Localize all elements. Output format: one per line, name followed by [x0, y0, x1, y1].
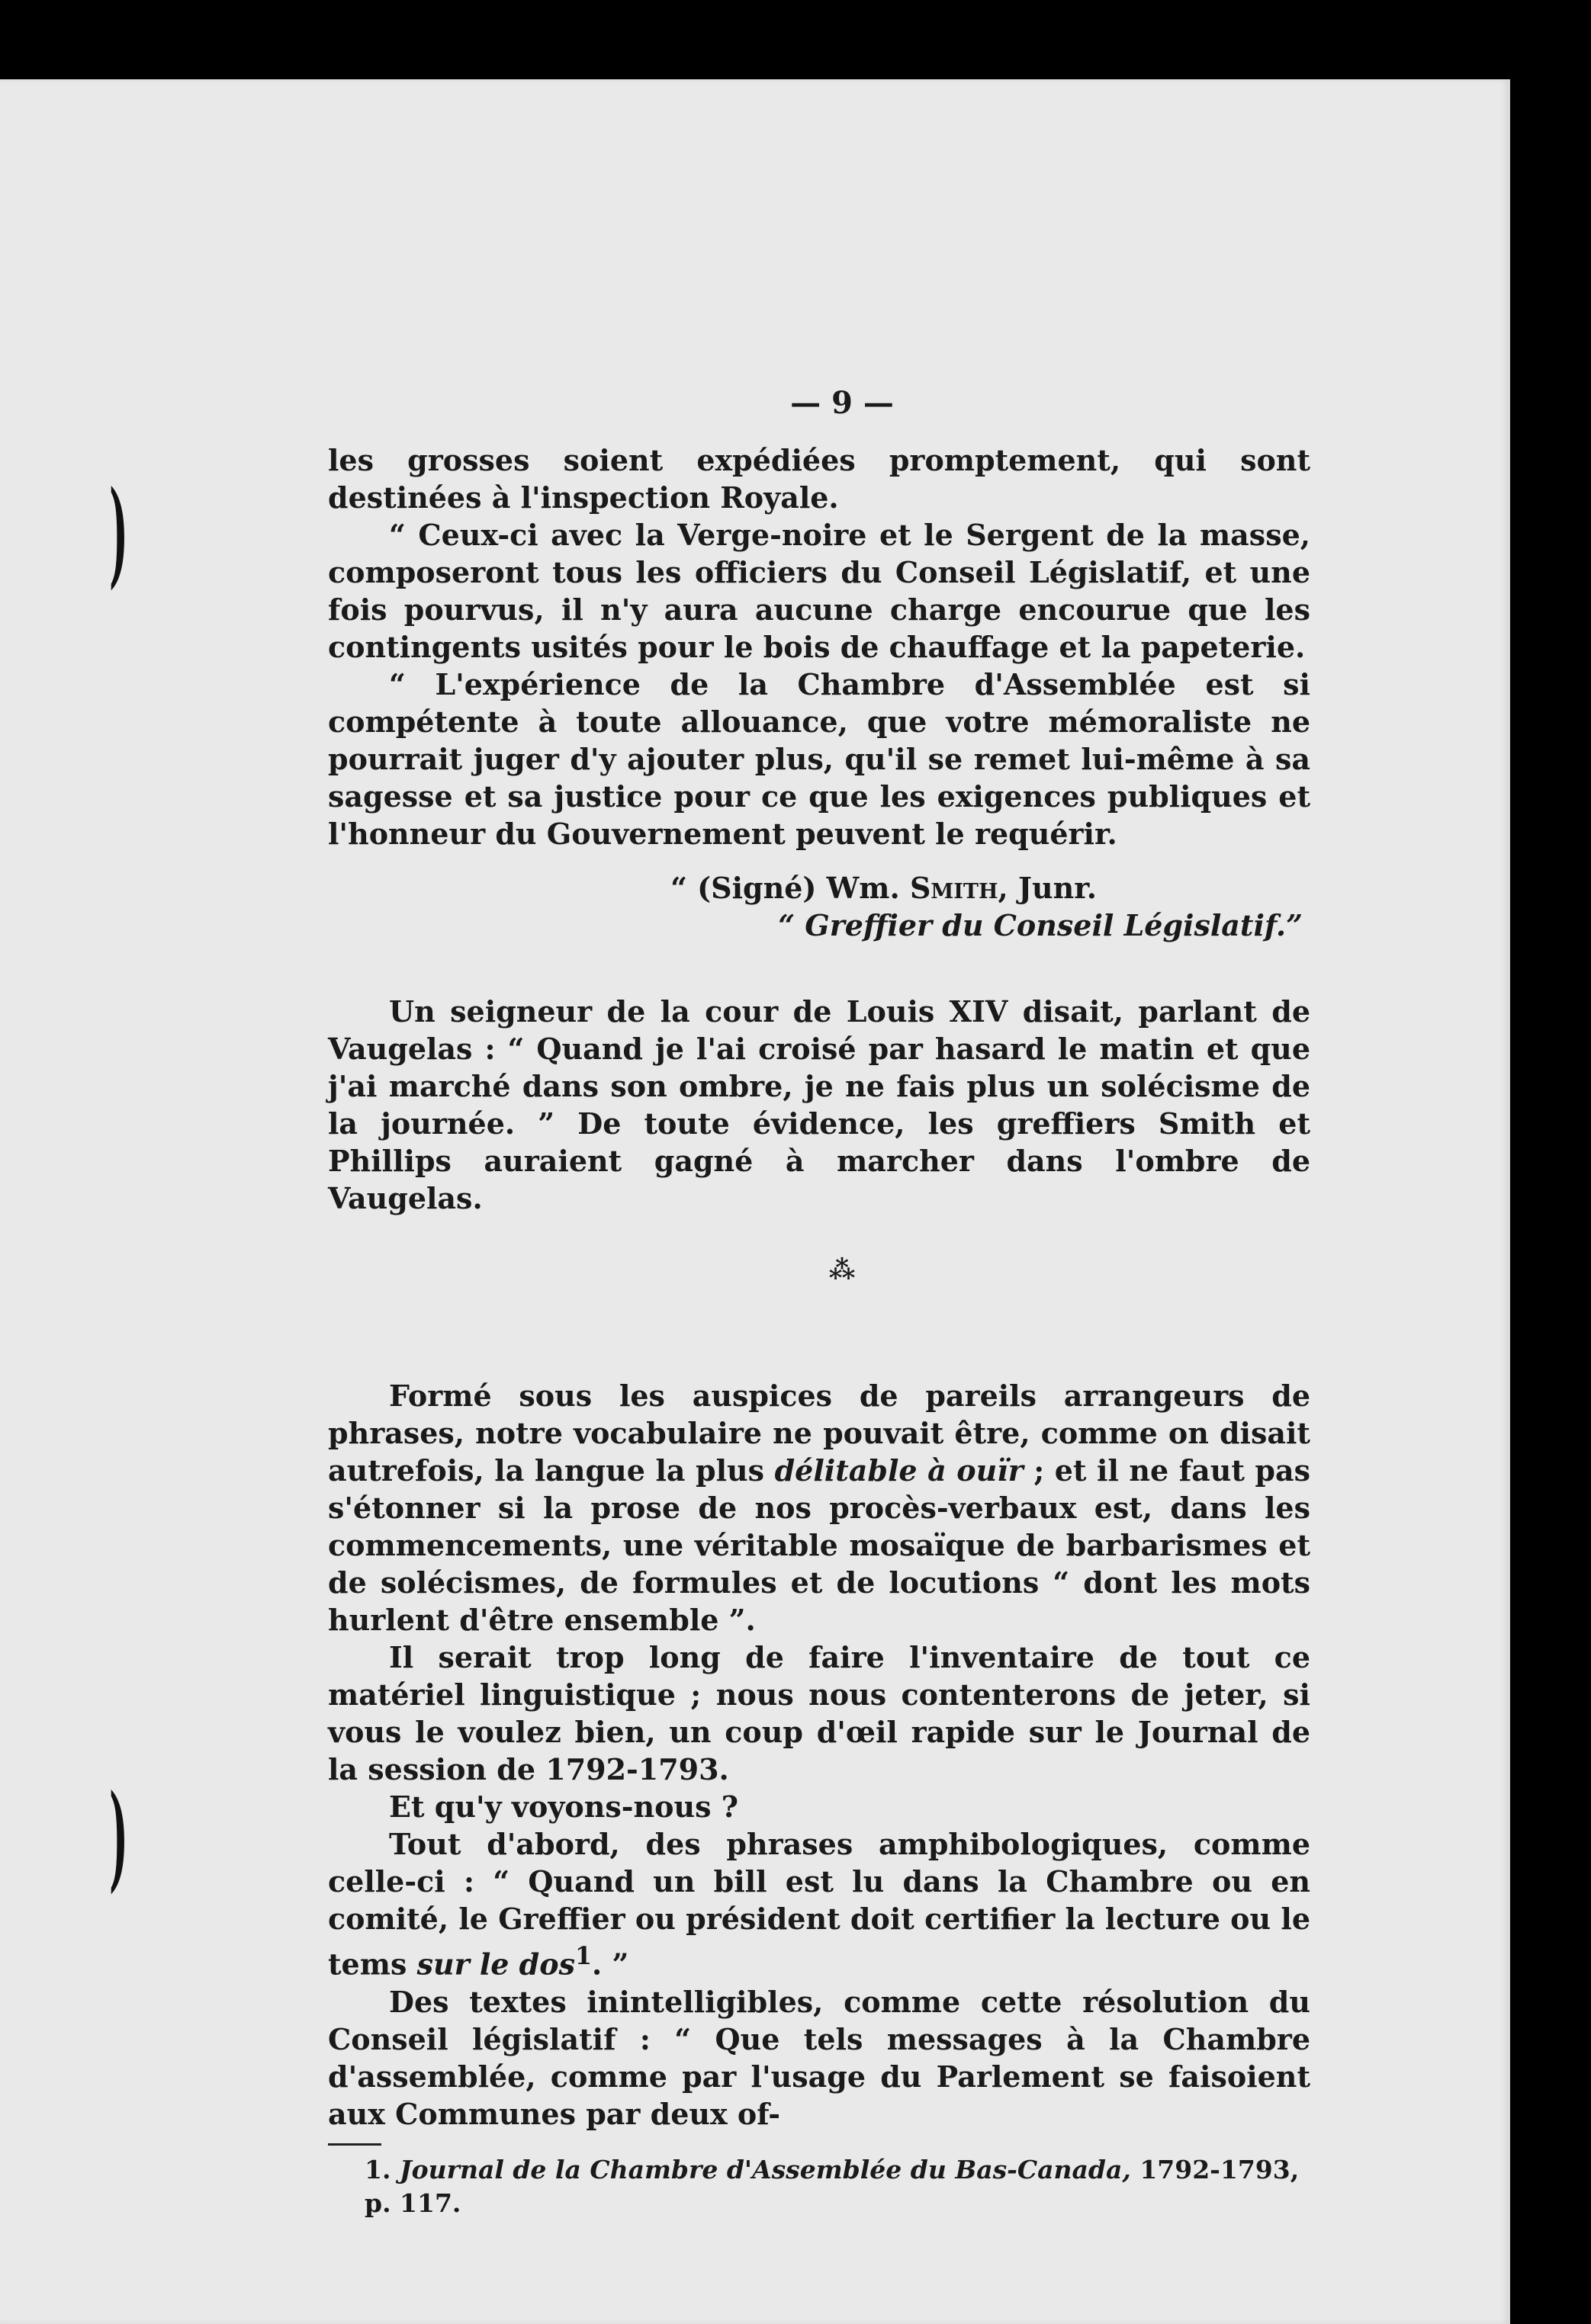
- text-run: Formé sous les auspices de pareils arrangeurs de phrases, notre vocabulaire ne pouvait être, comme on disait autrefois, la langue la plus: [328, 1379, 1310, 1488]
- footnote-reference: 1: [575, 1942, 593, 1970]
- section-separator: ⁂: [828, 1255, 856, 1286]
- signature-suffix: , Junr.: [998, 871, 1097, 905]
- signature-prefix: “ (Signé) Wm.: [670, 871, 910, 905]
- italic-phrase: délitable à ouïr: [774, 1453, 1024, 1488]
- signature-line: [328, 869, 1310, 907]
- signature-title: “ Greffier du Conseil Législatif.”: [778, 908, 1303, 942]
- footnote-source: Journal de la Chambre d'Assemblée du Bas-Canada,: [399, 2154, 1131, 2184]
- paragraph: [328, 1377, 1310, 1639]
- text-run: . ”: [592, 1947, 629, 1982]
- paragraph: les grosses soient expédiées promptement, qui sont destinées à l'inspection Royale.: [328, 443, 1310, 515]
- footnote: [328, 2153, 1310, 2220]
- scanned-page: [0, 79, 1510, 2324]
- text-run: Tout d'abord, des phrases amphibologiques, comme celle-ci : “ Quand un bill est lu dans la Chambre ou en comité, le Greffier ou président doit certifier la lecture ou le tems: [328, 1827, 1310, 1982]
- footnote-pages: 1792-1793, p. 117.: [365, 2154, 1300, 2218]
- footnote-number: 1.: [365, 2154, 391, 2184]
- margin-bracket-mark: ): [109, 466, 128, 600]
- paragraph: [328, 1825, 1310, 1983]
- footnote-rule: [328, 2143, 381, 2146]
- page-number: — 9 —: [790, 385, 894, 421]
- paragraph: Il serait trop long de faire l'inventaire de tout ce matériel linguistique ; nous nous contenterons de jeter, si vous le voulez bien, un coup d'œil rapide sur le Journal de la session de 1792-1793.: [328, 1640, 1310, 1786]
- italic-phrase: sur le dos: [416, 1947, 575, 1982]
- page-content: [328, 384, 1310, 2220]
- paragraph: Un seigneur de la cour de Louis XIV disait, parlant de Vaugelas : “ Quand je l'ai croisé par hasard le matin et que j'ai marché dans son ombre, je ne fais plus un solécisme de la journée. ” De toute évidence, les greffiers Smith et Phillips auraient gagné à marcher dans l'ombre de Vaugelas.: [328, 994, 1310, 1215]
- signature-name: Smith: [909, 871, 998, 905]
- paragraph: Et qu'y voyons-nous ?: [389, 1790, 739, 1824]
- paragraph: Des textes inintelligibles, comme cette résolution du Conseil législatif : “ Que tels messages à la Chambre d'assemblée, comme par l'usage du Parlement se faisoient aux Communes par deux of-: [328, 1984, 1310, 2131]
- paragraph: “ L'expérience de la Chambre d'Assemblée est si compétente à toute allouance, que votre mémoraliste ne pourrait juger d'y ajouter plus, qu'il se remet lui-même à sa sagesse et sa justice pour ce que les exigences publiques et l'honneur du Gouvernement peuvent le requérir.: [328, 667, 1310, 851]
- paragraph: “ Ceux-ci avec la Verge-noire et le Sergent de la masse, composeront tous les officiers du Conseil Législatif, et une fois pourvus, il n'y aura aucune charge encourue que les contingents usités pour le bois de chauffage et la papeterie.: [328, 518, 1310, 664]
- text-run: ; et il ne faut pas s'étonner si la prose de nos procès-verbaux est, dans les commencements, une véritable mosaïque de barbarismes et de solécismes, de formules et de locutions “ dont les mots hurlent d'être ensemble ”.: [328, 1453, 1310, 1637]
- margin-bracket-mark: ): [109, 1770, 128, 1904]
